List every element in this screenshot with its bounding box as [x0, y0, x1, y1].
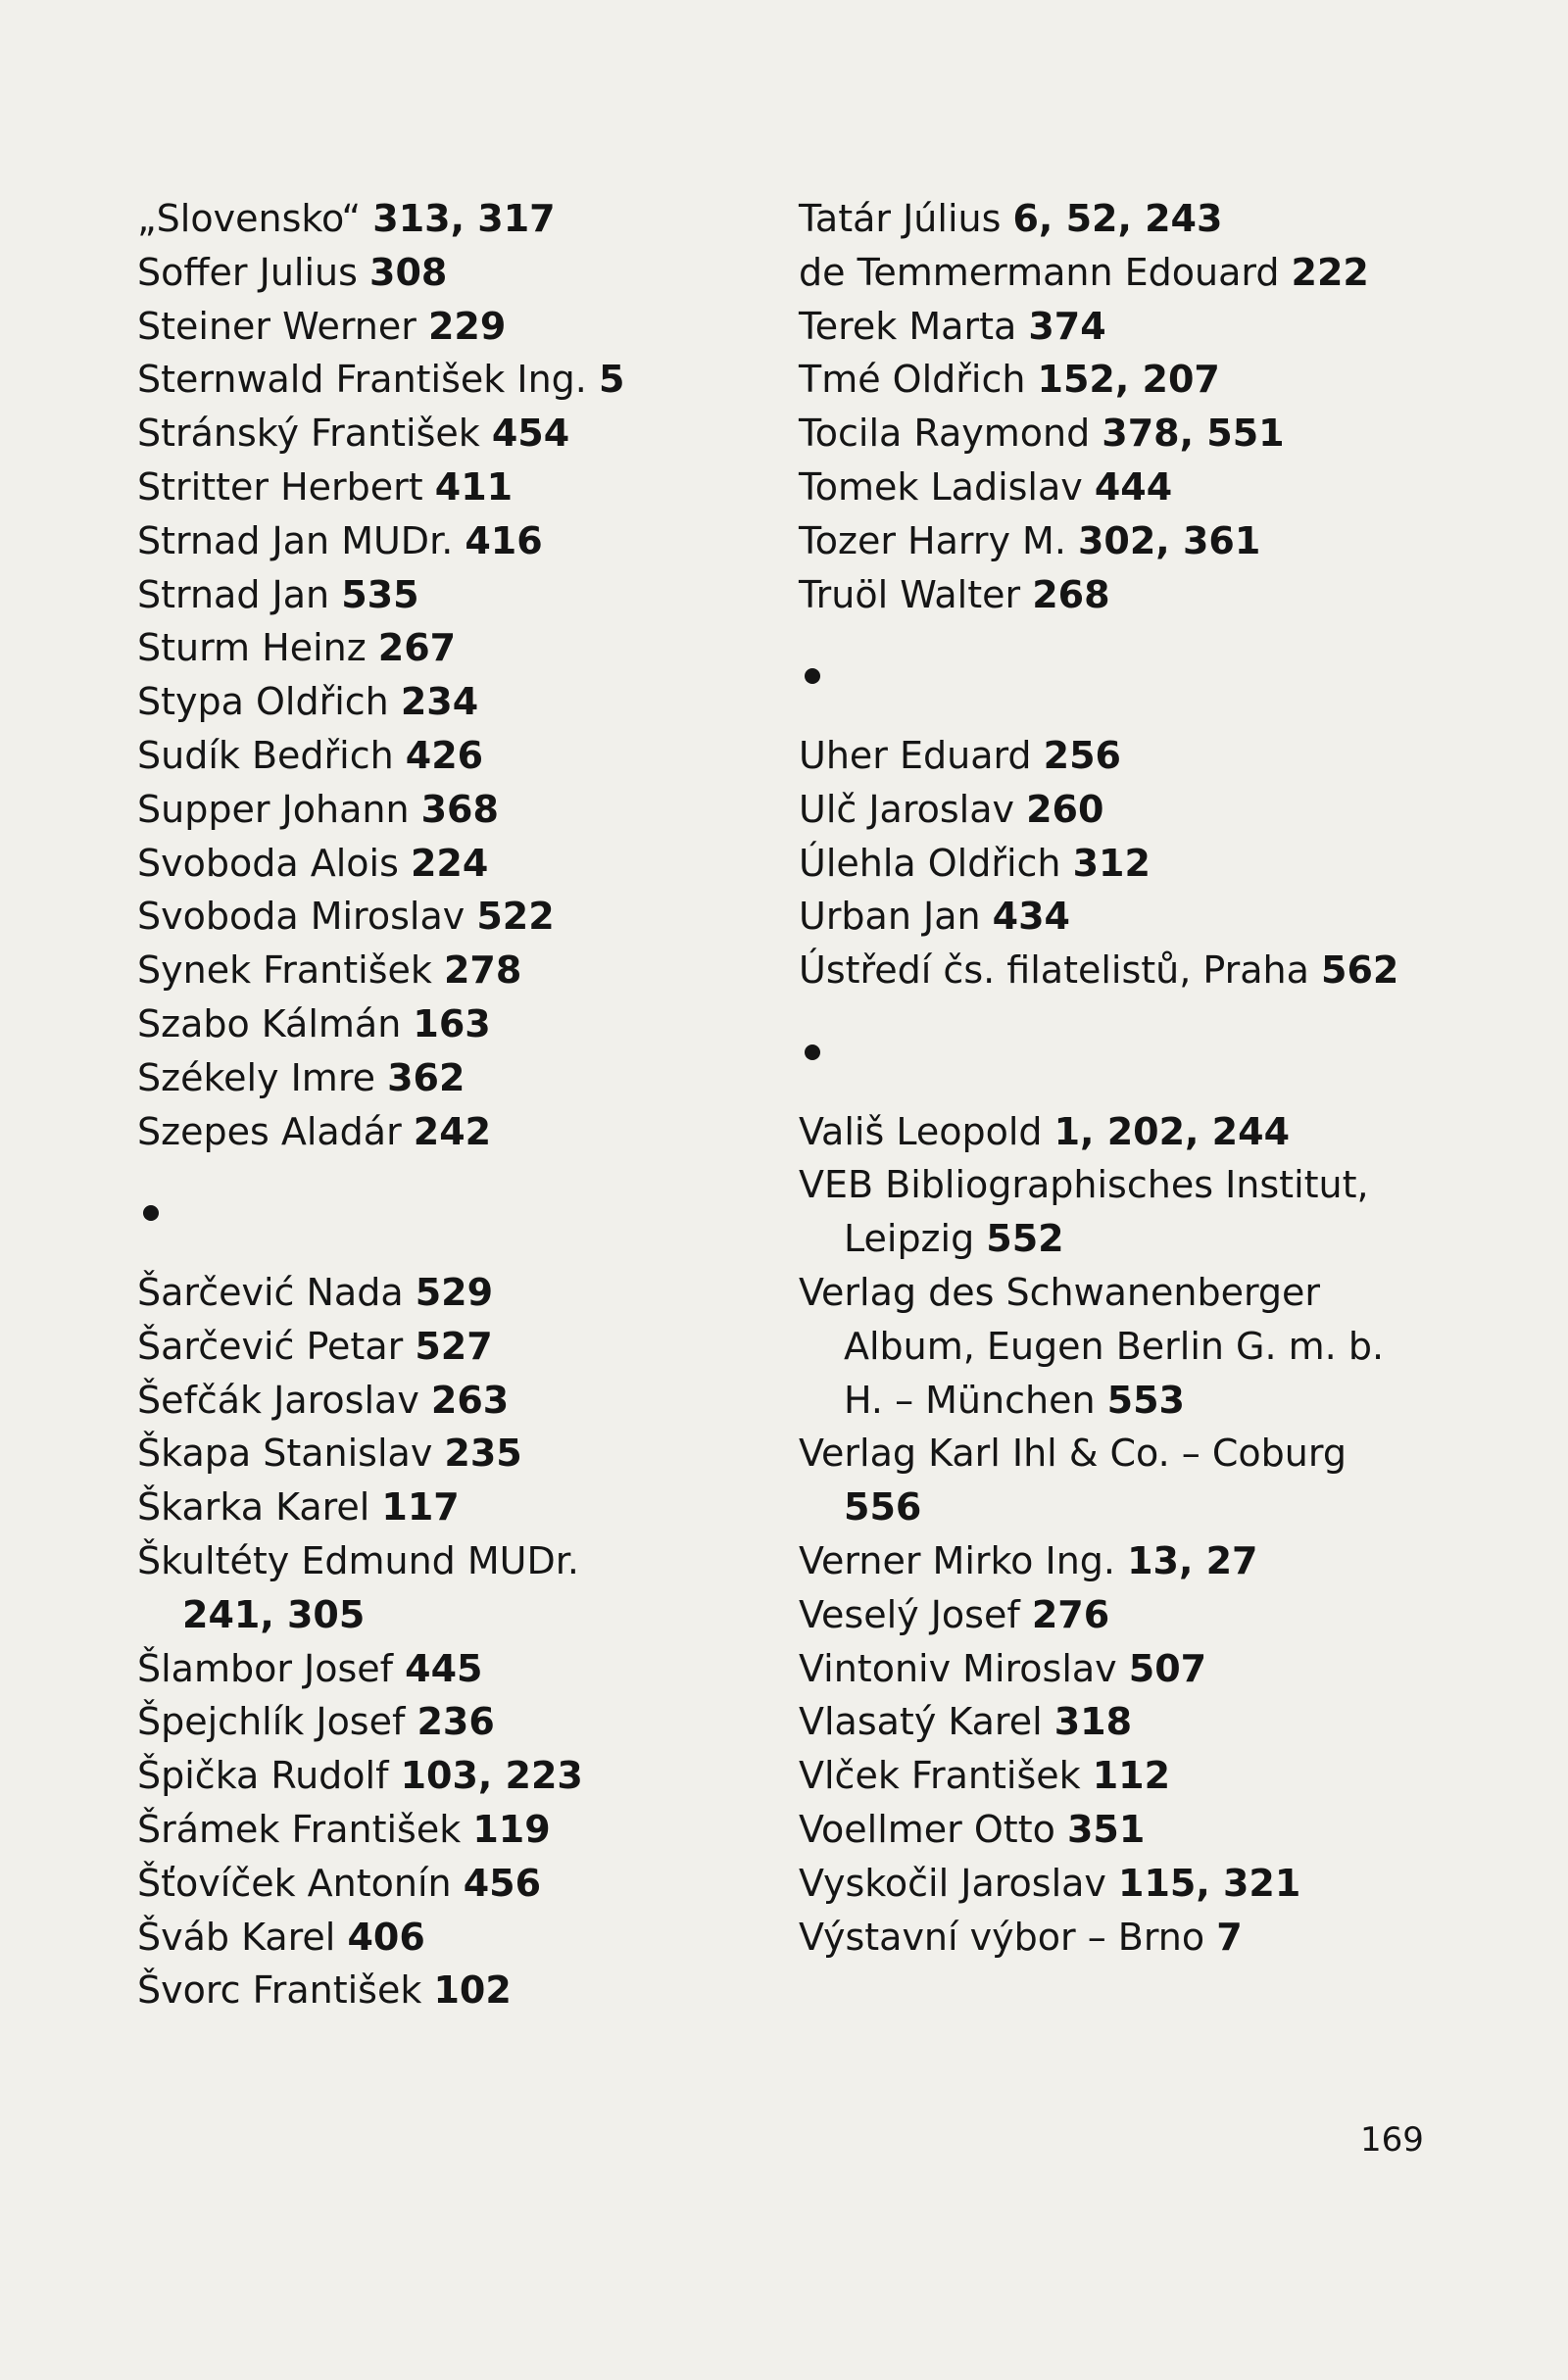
entry-page-refs: 416 — [465, 518, 543, 562]
entry-page-refs: 7 — [1216, 1915, 1243, 1959]
index-entry — [137, 1964, 764, 2017]
index-entry — [137, 1534, 764, 1588]
index-entry — [799, 944, 1426, 997]
entry-name: „Slovensko“ — [137, 197, 373, 240]
entry-name: Tomek Ladislav — [799, 464, 1095, 509]
entry-page-refs: 522 — [476, 895, 555, 939]
index-entry — [137, 1481, 764, 1534]
entry-name: Uher Eduard — [799, 733, 1044, 777]
entry-name: Soffer Julius — [137, 250, 369, 294]
entry-name: Ulč Jaroslav — [799, 787, 1027, 831]
index-entry — [799, 1695, 1426, 1749]
index-entry — [799, 1749, 1426, 1803]
index-entry — [137, 621, 764, 675]
section-separator — [799, 997, 1426, 1105]
entry-name: Album, Eugen Berlin G. m. b. — [844, 1324, 1385, 1368]
entry-name: Veselý Josef — [799, 1592, 1032, 1636]
entry-page-refs: 234 — [400, 680, 479, 724]
index-entry — [137, 192, 764, 246]
entry-name: Špička Rudolf — [137, 1754, 401, 1798]
index-entry — [137, 783, 764, 837]
index-entry — [137, 353, 764, 407]
entry-page-refs: 103, 223 — [400, 1754, 583, 1798]
entry-page-refs: 224 — [410, 841, 489, 885]
entry-page-refs: 426 — [405, 733, 484, 777]
entry-name: Verner Mirko Ing. — [799, 1538, 1128, 1582]
page-number: 169 — [1360, 2120, 1424, 2160]
entry-page-refs: 229 — [427, 304, 507, 348]
index-entry — [799, 1534, 1426, 1588]
index-entry — [137, 246, 764, 300]
index-entry — [137, 1803, 764, 1857]
index-entry — [137, 1105, 764, 1159]
entry-name: H. – München — [844, 1378, 1107, 1422]
index-entry — [799, 783, 1426, 837]
index-entry — [137, 837, 764, 891]
bullet-dot-icon — [805, 668, 820, 684]
entry-name: Stránský František — [137, 412, 492, 456]
entry-name: Székely Imre — [137, 1055, 388, 1099]
index-entry-continuation — [137, 1588, 764, 1642]
entry-page-refs: 411 — [434, 464, 514, 509]
entry-name: Stritter Herbert — [137, 464, 435, 509]
entry-name: Šlambor Josef — [137, 1646, 406, 1690]
entry-name: Ústředí čs. filatelistů, Praha — [799, 948, 1322, 993]
index-entry — [137, 1749, 764, 1803]
entry-page-refs: 112 — [1092, 1754, 1171, 1798]
index-entry — [137, 675, 764, 729]
index-entry — [137, 1857, 764, 1911]
index-entry-continuation — [799, 1320, 1426, 1374]
index-entry — [799, 1158, 1426, 1212]
entry-page-refs: 235 — [444, 1432, 522, 1476]
index-entry — [799, 1857, 1426, 1911]
entry-page-refs: 152, 207 — [1037, 358, 1220, 402]
entry-name: Sturm Heinz — [137, 626, 378, 670]
index-entry — [137, 1695, 764, 1749]
section-separator — [137, 1158, 764, 1266]
entry-name: Šrámek František — [137, 1807, 473, 1851]
entry-name: Terek Marta — [799, 304, 1029, 348]
entry-name: Vintoniv Miroslav — [799, 1646, 1129, 1690]
index-entry — [137, 1266, 764, 1320]
entry-name: Šarčević Petar — [137, 1324, 416, 1368]
index-entry — [137, 944, 764, 997]
entry-name: Szepes Aladár — [137, 1109, 414, 1153]
index-entry — [799, 1427, 1426, 1481]
entry-name: Vlček František — [799, 1754, 1093, 1798]
index-entry — [137, 1374, 764, 1428]
entry-page-refs: 535 — [341, 572, 419, 616]
entry-name: VEB Bibliographisches Institut, — [799, 1163, 1369, 1207]
entry-name: Šváb Karel — [137, 1915, 348, 1959]
entry-page-refs: 302, 361 — [1077, 518, 1261, 562]
entry-name: Šťovíček Antonín — [137, 1861, 464, 1905]
entry-name: de Temmermann Edouard — [799, 250, 1292, 294]
entry-page-refs: 119 — [472, 1807, 551, 1851]
index-entry — [137, 1642, 764, 1696]
entry-page-refs: 256 — [1043, 733, 1121, 777]
index-entry — [799, 1105, 1426, 1159]
entry-name: Voellmer Otto — [799, 1807, 1067, 1851]
entry-page-refs: 556 — [844, 1485, 922, 1530]
entry-page-refs: 268 — [1032, 572, 1110, 616]
entry-name: Strnad Jan MUDr. — [137, 518, 466, 562]
index-entry — [137, 729, 764, 783]
entry-page-refs: 236 — [416, 1700, 495, 1744]
entry-name: Sudík Bedřich — [137, 733, 406, 777]
entry-page-refs: 529 — [415, 1270, 494, 1314]
entry-name: Tatár Július — [799, 197, 1013, 240]
index-entry — [799, 514, 1426, 568]
entry-name: Supper Johann — [137, 787, 421, 831]
entry-page-refs: 362 — [387, 1055, 466, 1099]
index-entry — [137, 407, 764, 461]
entry-page-refs: 318 — [1054, 1700, 1133, 1744]
entry-page-refs: 374 — [1028, 304, 1106, 348]
entry-name: Steiner Werner — [137, 304, 428, 348]
entry-name: Tocila Raymond — [799, 412, 1102, 456]
index-entry — [799, 300, 1426, 354]
entry-page-refs: 562 — [1321, 948, 1399, 993]
index-entry — [137, 461, 764, 514]
index-entry — [799, 837, 1426, 891]
entry-page-refs: 263 — [430, 1378, 510, 1422]
index-entry — [137, 1911, 764, 1965]
entry-page-refs: 222 — [1291, 250, 1369, 294]
index-entry — [799, 1588, 1426, 1642]
index-entry-continuation — [799, 1481, 1426, 1534]
entry-name: Vlasatý Karel — [799, 1700, 1054, 1744]
entry-name: Synek František — [137, 948, 444, 993]
entry-page-refs: 242 — [413, 1109, 492, 1153]
entry-page-refs: 6, 52, 243 — [1012, 197, 1223, 240]
entry-page-refs: 13, 27 — [1127, 1538, 1258, 1582]
entry-name: Szabo Kálmán — [137, 1001, 414, 1045]
entry-page-refs: 444 — [1094, 464, 1173, 509]
entry-name: Verlag des Schwanenberger — [799, 1270, 1321, 1314]
index-entry — [137, 514, 764, 568]
index-entry — [799, 246, 1426, 300]
entry-name: Výstavní výbor – Brno — [799, 1915, 1217, 1959]
bullet-dot-icon — [143, 1205, 159, 1221]
index-entry — [137, 568, 764, 622]
entry-page-refs: 267 — [377, 626, 457, 670]
index-column-left — [137, 192, 764, 2017]
entry-name: Tozer Harry M. — [799, 518, 1078, 562]
entry-name: Truöl Walter — [799, 572, 1033, 616]
entry-name: Škarka Karel — [137, 1485, 382, 1530]
entry-page-refs: 378, 551 — [1102, 412, 1285, 456]
index-entry — [799, 890, 1426, 944]
entry-page-refs: 456 — [463, 1861, 542, 1905]
entry-page-refs: 278 — [443, 948, 522, 993]
entry-page-refs: 241, 305 — [182, 1592, 366, 1636]
entry-name: Škapa Stanislav — [137, 1432, 445, 1476]
index-entry — [799, 461, 1426, 514]
entry-name: Vyskočil Jaroslav — [799, 1861, 1118, 1905]
entry-page-refs: 308 — [369, 250, 448, 294]
index-entry — [799, 1803, 1426, 1857]
index-entry — [799, 568, 1426, 622]
entry-page-refs: 117 — [381, 1485, 460, 1530]
index-entry — [799, 1642, 1426, 1696]
entry-page-refs: 527 — [415, 1324, 493, 1368]
index-entry — [137, 1320, 764, 1374]
entry-name: Škultéty Edmund MUDr. — [137, 1538, 579, 1582]
index-entry — [137, 1427, 764, 1481]
entry-page-refs: 454 — [491, 412, 570, 456]
entry-name: Svoboda Alois — [137, 841, 411, 885]
bullet-dot-icon — [805, 1044, 820, 1060]
entry-name: Vališ Leopold — [799, 1109, 1054, 1153]
index-entry-continuation — [799, 1212, 1426, 1266]
entry-page-refs: 406 — [347, 1915, 425, 1959]
entry-page-refs: 115, 321 — [1118, 1861, 1301, 1905]
entry-name: Šarčević Nada — [137, 1270, 416, 1314]
entry-name: Švorc František — [137, 1968, 434, 2013]
index-entry — [799, 407, 1426, 461]
entry-page-refs: 553 — [1106, 1378, 1185, 1422]
entry-page-refs: 1, 202, 244 — [1054, 1109, 1291, 1153]
entry-name: Svoboda Miroslav — [137, 895, 477, 939]
entry-page-refs: 5 — [598, 358, 625, 402]
entry-name: Sternwald František Ing. — [137, 358, 599, 402]
entry-page-refs: 260 — [1026, 787, 1104, 831]
entry-page-refs: 276 — [1031, 1592, 1110, 1636]
entry-name: Strnad Jan — [137, 572, 342, 616]
index-entry — [137, 300, 764, 354]
entry-page-refs: 552 — [986, 1217, 1064, 1261]
index-entry — [137, 997, 764, 1051]
index-entry — [137, 1051, 764, 1105]
index-column-right — [799, 192, 1426, 1964]
index-entry-continuation — [799, 1374, 1426, 1428]
index-entry — [799, 1266, 1426, 1320]
section-separator — [799, 621, 1426, 729]
entry-page-refs: 368 — [420, 787, 499, 831]
entry-page-refs: 507 — [1128, 1646, 1207, 1690]
entry-name: Špejchlík Josef — [137, 1700, 417, 1744]
entry-page-refs: 312 — [1072, 841, 1151, 885]
entry-name: Urban Jan — [799, 895, 993, 939]
entry-page-refs: 313, 317 — [372, 197, 556, 240]
entry-page-refs: 102 — [433, 1968, 512, 2013]
entry-name: Leipzig — [844, 1217, 987, 1261]
entry-name: Verlag Karl Ihl & Co. – Coburg — [799, 1432, 1347, 1476]
index-entry — [799, 1911, 1426, 1965]
index-entry — [799, 192, 1426, 246]
entry-page-refs: 445 — [405, 1646, 483, 1690]
entry-name: Stypa Oldřich — [137, 680, 401, 724]
entry-page-refs: 434 — [992, 895, 1070, 939]
entry-name: Tmé Oldřich — [799, 358, 1038, 402]
entry-page-refs: 163 — [413, 1001, 491, 1045]
entry-page-refs: 351 — [1066, 1807, 1146, 1851]
entry-name: Šefčák Jaroslav — [137, 1378, 431, 1422]
index-entry — [799, 729, 1426, 783]
entry-name: Úlehla Oldřich — [799, 841, 1073, 885]
index-entry — [799, 353, 1426, 407]
index-entry — [137, 890, 764, 944]
